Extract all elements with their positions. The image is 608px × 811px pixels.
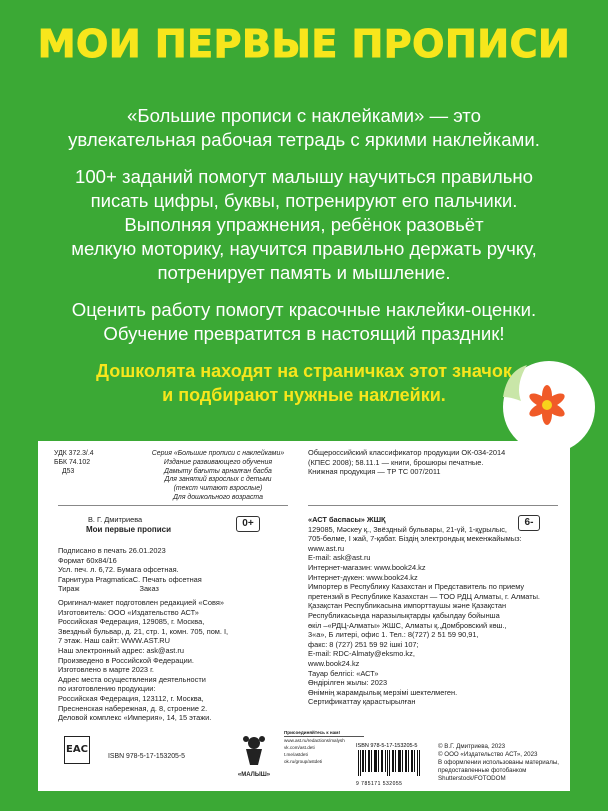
line: Адрес места осуществления деятельности (58, 674, 206, 684)
line: Российская Федерация, 129085, г. Москва, (58, 617, 205, 627)
line: www.book24.kz (308, 658, 360, 668)
line: Российская Федерация, 123112, г. Москва, (58, 693, 204, 703)
line: © В.Г. Дмитриева, 2023 (438, 743, 506, 750)
bear-logo-icon (236, 733, 272, 767)
line: увлекательная рабочая тетрадь с яркими наклейками. (68, 129, 540, 150)
barcode (356, 743, 426, 785)
line: Изготовитель: ООО «Издательство АСТ» (58, 607, 199, 617)
description-p3 (30, 298, 578, 346)
line: В оформлении использованы материалы, (438, 759, 559, 766)
line: (КПЕС 2008); 58.11.1 — книги, брошюры печатные. (308, 457, 484, 467)
line: Өнімнің жарамдылық мерзімі шектелмеген. (308, 687, 458, 697)
social-link: www.ast.ru/redactions/malysh (284, 738, 345, 743)
social-heading: Присоединяйтесь к нам! (284, 729, 364, 737)
line: Дамыту бағыты арналған басба (164, 467, 272, 475)
line: Книжная продукция — ТР ТС 007/2011 (308, 467, 441, 477)
line: Пресненская набережная, д. 8, строение 2. (58, 703, 208, 713)
line: Интернет-дүкен: www.book24.kz (308, 572, 418, 582)
line: өкіл –«РДЦ-Алматы» ЖШС, Алматы қ.,Домбровский көш., (308, 620, 507, 630)
barcode-number: 9 785171 532055 (356, 781, 403, 787)
line: Выполняя упражнения, ребёнок разовьёт (124, 214, 484, 235)
udk-block (54, 450, 114, 476)
line: E-mail: RDC-Almaty@eksmo.kz, (308, 649, 415, 659)
line: Серия «Большие прописи с наклейками» (151, 450, 285, 457)
line: Для дошкольного возраста (173, 493, 263, 501)
line: Общероссийский классификатор продукции ОК-034-2014 (308, 448, 506, 457)
divider (308, 505, 558, 506)
classifier-block (308, 448, 563, 477)
book-title: Мои первые прописи (86, 524, 172, 534)
zakaz-label: Заказ (139, 584, 159, 594)
line: мелкую моторику, научится правильно держать ручку, (71, 238, 537, 259)
line (58, 584, 258, 594)
cover-title: МОИ ПЕРВЫЕ ПРОПИСИ (37, 22, 571, 66)
kz-block (308, 515, 558, 707)
line: Shutterstock/FOTODOM (438, 775, 506, 782)
line: Өндірілген жылы: 2023 (308, 678, 388, 688)
description (30, 104, 578, 420)
line: Звездный бульвар, д. 21, стр. 1, комн. 705, пом. I, (58, 626, 229, 636)
line: 705-бөлме, I жай, 7-қабат. Біздің электрондық мекенжайымыз: (308, 534, 522, 544)
line: «АСТ баспасы» ЖШҚ (308, 515, 386, 524)
line: 3«а», Б литері, офис 1. Тел.: 8(727) 2 51 59 90,91, (308, 630, 479, 640)
divider (58, 505, 288, 506)
line: потренирует память и мышление. (157, 262, 451, 283)
barcode-isbn: ISBN 978-5-17-153205-5 (356, 743, 418, 749)
social-link: ok.ru/group/astdeti (284, 759, 323, 764)
line: Деловой комплекс «Империя», 14, 15 этажи. (58, 713, 212, 723)
line: Обучение превратится в настоящий праздник! (103, 323, 505, 344)
line: Интернет-магазин: www.book24.kz (308, 562, 426, 572)
series-block (118, 450, 318, 503)
eac-mark: EAC (64, 736, 90, 764)
line: претензий в Республике Казахстан — ТОО РДЦ Алматы, г. Алматы. (308, 591, 540, 601)
line: Гарнитура PragmaticaC. Печать офсетная (58, 574, 202, 584)
isbn-left: ISBN 978-5-17-153205-5 (108, 753, 185, 760)
line: 7 этаж. Наш сайт: WWW.AST.RU (58, 636, 170, 646)
line: Произведено в Российской Федерации. (58, 655, 194, 665)
age-rating-ru: 0+ (236, 516, 260, 532)
line: © ООО «Издательство АСТ», 2023 (438, 751, 538, 758)
barcode-icon (356, 750, 422, 776)
copyright-block (438, 743, 568, 783)
author-mark: Д53 (62, 467, 75, 475)
line: E-mail: ask@ast.ru (308, 553, 371, 563)
logo-text: «МАЛЫШ» (237, 772, 271, 778)
line: предоставленные фотобанком (438, 767, 527, 774)
social-link: t.me/astdeti (284, 752, 308, 757)
line: Қазақстан Республикасына импорттаушы және Қазақстан (308, 601, 507, 611)
social-links (284, 729, 364, 765)
age-rating-kz: 6- (518, 515, 540, 531)
author-title (58, 515, 258, 534)
line: Для занятий взрослых с детьми (164, 476, 272, 484)
line: факс: 8 (727) 251 59 92 ішкі 107; (308, 639, 419, 649)
line: Дошколята находят на страничках этот значок (96, 361, 512, 381)
line: Тауар белгісі: «АСТ» (308, 668, 379, 678)
line: Подписано в печать 26.01.2023 (58, 546, 166, 555)
author-name: В. Г. Дмитриева (88, 515, 143, 524)
udk-line: УДК 372.3/.4 (54, 450, 94, 457)
tirazh-label: Тираж (58, 584, 80, 594)
print-details (58, 546, 258, 594)
line: «Большие прописи с наклейками» — это (127, 105, 481, 126)
line: Наш электронный адрес: ask@ast.ru (58, 645, 184, 655)
malysh-logo (236, 733, 272, 778)
line: (текст читают взрослые) (173, 485, 263, 493)
imprint-panel (38, 441, 570, 791)
social-link: vk.com/ast.deti (284, 745, 315, 750)
description-p1 (30, 104, 578, 152)
line: Оригинал-макет подготовлен редакцией «Совя» (58, 598, 224, 607)
line: Изготовлено в марте 2023 г. (58, 665, 154, 675)
line: Формат 60х84/16 (58, 555, 117, 565)
highlight-text (30, 359, 578, 407)
line: Оценить работу помогут красочные наклейки-оценки. (71, 299, 537, 320)
bbk-line: ББК 74.102 (54, 458, 91, 466)
line: Усл. печ. л. 6,72. Бумага офсетная. (58, 565, 179, 575)
line: Сертификаттау қарастырылған (308, 697, 416, 707)
line: 100+ заданий помогут малышу научиться правильно (75, 166, 533, 187)
line: www.ast.ru (308, 543, 345, 553)
line: по изготовлению продукции: (58, 684, 156, 694)
line: Импортер в Республику Казахстан и Представитель по приему (308, 582, 525, 592)
line: Издание развивающего обучения (163, 458, 273, 466)
line: 129085, Мәскеу қ., Звёздный бульвары, 21-үй, 1-құрылыс, (308, 524, 507, 534)
line: и подбирают нужные наклейки. (162, 385, 446, 405)
description-p2 (30, 165, 578, 285)
line: писать цифры, буквы, потренируют его пальчики. (90, 190, 518, 211)
publisher-block (58, 598, 278, 723)
line: Республикасында наразылықтарды қабылдау бойынша (308, 610, 500, 620)
